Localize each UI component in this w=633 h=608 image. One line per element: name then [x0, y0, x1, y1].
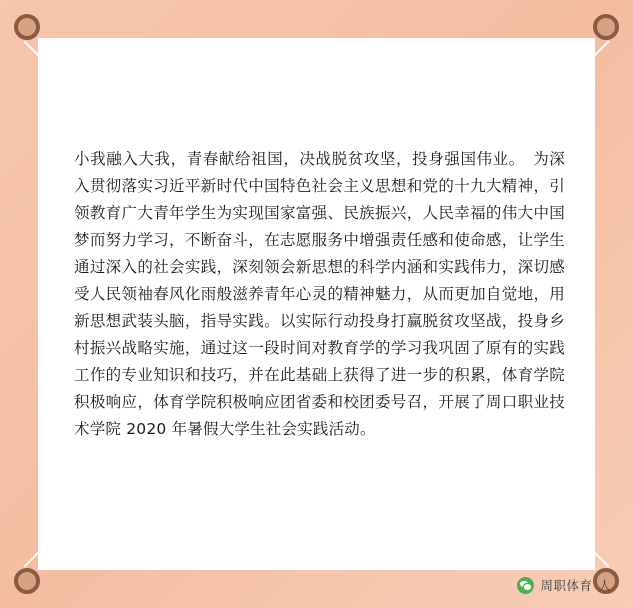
official-account-name: 周职体育 [540, 578, 593, 593]
official-account-footer[interactable] [517, 576, 611, 594]
document-body-text: 小我融入大我，青春献给祖国，决战脱贫攻坚，投身强国伟业。 为深入贯彻落实习近平新时代中国特色社会主义思想和党的十九大精神，引领教育广大青年学生为实现国家富强、民族振兴，人民幸福的伟大中国梦而努力学习，不断奋斗，在志愿服务中增强责任感和使命感，让学生通过深入的社会实践，深刻领会新思想的科学内涵和实践伟力，深切感受人民领袖春风化雨般滋养青年心灵的精神魅力，从而更加自觉地，用新思想武装头脑，指导实践。以实际行动投身打赢脱贫攻坚战，投身乡村振兴战略实施，通过这一段时间对教育学的学习我巩固了原有的实践工作的专业知识和技巧，并在此基础上获得了进一步的积累，体育学院积极响应，体育学院积极响应团省委和校团委号召，开展了周口职业技术学院 2020 年暑假大学生社会实践活动。 [74, 150, 565, 438]
document-card [38, 38, 595, 570]
corner-grommet-bottom-left [14, 568, 40, 594]
official-account-mark: 人 [598, 578, 611, 593]
corner-grommet-top-left [14, 14, 40, 40]
corner-grommet-top-right [593, 14, 619, 40]
wechat-icon [517, 577, 534, 594]
